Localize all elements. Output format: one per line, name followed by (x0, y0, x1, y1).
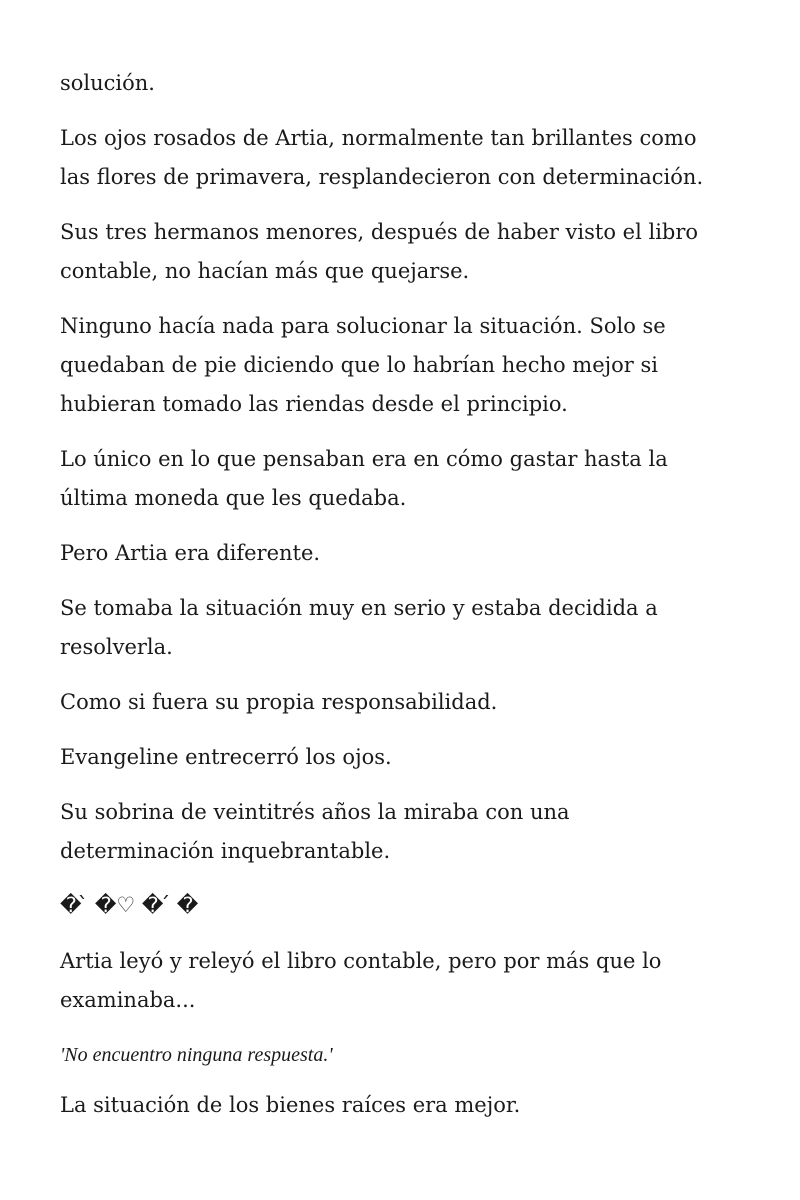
text-line: quedaban de pie diciendo que lo habrían hecho mejor si (60, 353, 659, 377)
text-line: Sus tres hermanos menores, después de haber visto el libro (60, 220, 699, 244)
paragraph (60, 738, 760, 777)
paragraph (60, 1086, 760, 1125)
text-line: Pero Artia era diferente. (60, 541, 321, 565)
text-line: última moneda que les quedaba. (60, 486, 407, 510)
paragraph (60, 119, 760, 197)
paragraph (60, 589, 760, 667)
text-line: Lo único en lo que pensaban era en cómo gastar hasta la (60, 447, 668, 471)
text-line: Artia leyó y releyó el libro contable, pero por más que lo (60, 949, 662, 973)
text-line: hubieran tomado las riendas desde el principio. (60, 392, 568, 416)
paragraph (60, 534, 760, 573)
scene-divider: � ̀ �♡ � ́ � (60, 893, 199, 917)
paragraph (60, 307, 760, 424)
paragraph (60, 440, 760, 518)
text-line: Como si fuera su propia responsabilidad. (60, 690, 498, 714)
paragraph (60, 64, 760, 103)
text-line: La situación de los bienes raíces era mejor. (60, 1093, 521, 1117)
text-line: examinaba... (60, 988, 196, 1012)
text-line: resolverla. (60, 635, 173, 659)
paragraph (60, 942, 760, 1020)
paragraph (60, 793, 760, 871)
text-line: Los ojos rosados de Artia, normalmente tan brillantes como (60, 126, 697, 150)
text-line: las flores de primavera, resplandecieron con determinación. (60, 165, 704, 189)
text-line: solución. (60, 71, 155, 95)
text-line: Evangeline entrecerró los ojos. (60, 745, 392, 769)
text-line: Su sobrina de veintitrés años la miraba con una (60, 800, 570, 824)
text-line: Ninguno hacía nada para solucionar la situación. Solo se (60, 314, 666, 338)
text-line: contable, no hacían más que quejarse. (60, 259, 470, 283)
italic-thought: 'No encuentro ninguna respuesta.' (60, 1044, 333, 1066)
text-line: determinación inquebrantable. (60, 839, 391, 863)
paragraph (60, 683, 760, 722)
text-line: Se tomaba la situación muy en serio y estaba decidida a (60, 596, 658, 620)
paragraph (60, 213, 760, 291)
